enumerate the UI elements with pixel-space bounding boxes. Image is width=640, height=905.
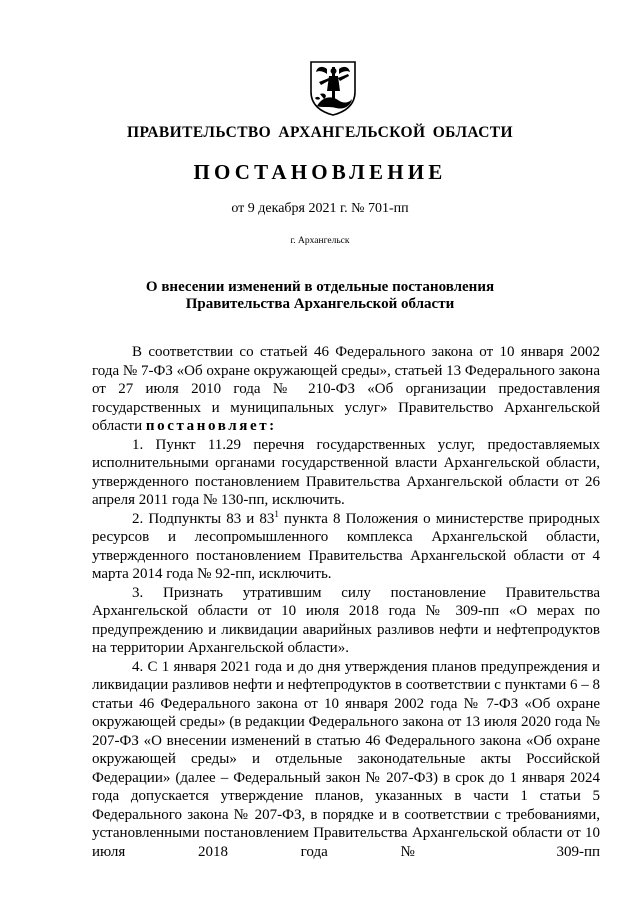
- paragraph-2-start: 2. Подпункты 83 и 83: [132, 510, 275, 527]
- title-line-2: Правительства Архангельской области: [185, 296, 455, 312]
- coat-of-arms-emblem: [305, 58, 361, 116]
- paragraph-2-superscript: 1: [274, 508, 279, 519]
- paragraph-2: [92, 510, 600, 584]
- document-type-heading: ПОСТАНОВЛЕНИЕ: [193, 160, 447, 184]
- postanovlyaet-word: постановляет:: [145, 418, 277, 434]
- paragraph-2-end: пункта 8 Положения о министерстве природных ресурсов и лесопромышленного комплекса Архангельской области, утвержденного постановлением Правительства Архангельской области от 4 марта 2014 года № 92-пп, исключить.: [92, 510, 600, 582]
- intro-text: В соответствии со статьей 46 Федерального закона от 10 января 2002 года № 7-ФЗ «Об охране окружающей среды», статьей 13 Федерального закона от 27 июля 2010 года № 210-ФЗ «Об организации предоставления государственных и муниципальных услуг» Правительство Архангельской области: [92, 344, 600, 434]
- document-body: [92, 343, 600, 861]
- government-name: ПРАВИТЕЛЬСТВО АРХАНГЕЛЬСКОЙ ОБЛАСТИ: [126, 124, 513, 141]
- document-date-number: от 9 декабря 2021 г. № 701-пп: [231, 201, 409, 216]
- paragraph-intro: [92, 343, 600, 436]
- paragraph-4: 4. С 1 января 2021 года и до дня утверждения планов предупреждения и ликвидации разливов нефти и нефтепродуктов в соответствии с пунктами 6 – 8 статьи 46 Федерального закона от 10 января 2002 года № 7-ФЗ «Об охране окружающей среды» (в редакции Федерального закона от 13 июля 2020 года № 207-ФЗ «О внесении изменений в статью 46 Федерального закона «Об охране окружающей среды» и отдельные законодательные акты Российской Федерации» (далее – Федеральный закон № 207-ФЗ) в срок до 1 января 2024 года допускается утверждение планов, указанных в части 1 статьи 5 Федерального закона № 207-ФЗ, в порядке и в соответствии с требованиями, установленными постановлением Правительства Архангельской области от 10 июля 2018 года № 309-пп: [92, 658, 601, 860]
- paragraph-3: 3. Признать утратившим силу постановление Правительства Архангельской области от 10 июля 2018 года № 309-пп «О мерах по предупреждению и ликвидации аварийных разливов нефти и нефтепродуктов на территории Архангельской области».: [92, 584, 600, 656]
- document-city: г. Архангельск: [290, 236, 350, 246]
- title-line-1: О внесении изменений в отдельные постановления: [145, 279, 495, 295]
- document-title: [0, 279, 640, 313]
- paragraph-1: 1. Пункт 11.29 перечня государственных услуг, предоставляемых исполнительными органами государственной власти Архангельской области, утвержденного постановлением Правительства Архангельской области от 26 апреля 2011 года № 130-пп, исключить.: [92, 436, 600, 508]
